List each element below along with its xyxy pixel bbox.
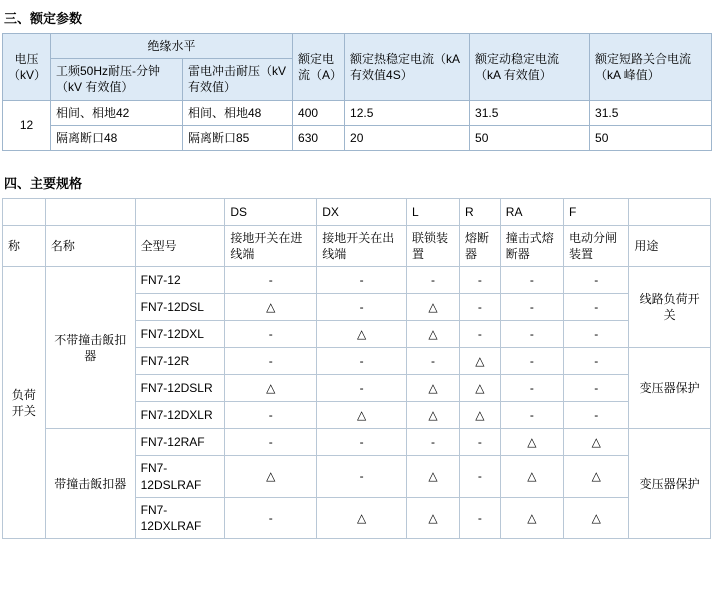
cell-mark-ra: - <box>500 348 563 375</box>
table-row <box>3 429 711 456</box>
cell-subgroup-name-2: 带撞击飯扣器 <box>45 429 135 539</box>
cell-mark-l: △ <box>406 321 459 348</box>
cell-mark-dx: - <box>317 456 407 497</box>
cell-mark-f: - <box>564 294 629 321</box>
header-full-model: 全型号 <box>135 225 225 266</box>
cell-model: FN7-12DSLRAF <box>135 456 225 497</box>
cell-subgroup-name-1: 不带撞击飯扣器 <box>45 267 135 429</box>
cell-model: FN7-12 <box>135 267 225 294</box>
cell-mark-ra: △ <box>500 429 563 456</box>
header-insulation-level: 绝缘水平 <box>51 34 293 59</box>
cell-mark-r: - <box>460 321 501 348</box>
header-interlock: 联锁装置 <box>406 225 459 266</box>
code-blank-2 <box>45 198 135 225</box>
cell-mark-ds: △ <box>225 294 317 321</box>
cell-model: FN7-12DXLRAF <box>135 497 225 538</box>
header-designation: 称 <box>3 225 46 266</box>
cell-mark-l: △ <box>406 402 459 429</box>
cell-mark-f: - <box>564 267 629 294</box>
cell-mark-dx: △ <box>317 321 407 348</box>
header-dynamic-stability-current: 额定动稳定电流（kA 有效值） <box>470 34 590 101</box>
cell-mark-ds: - <box>225 429 317 456</box>
cell-mark-f: - <box>564 375 629 402</box>
cell-mark-r: △ <box>460 402 501 429</box>
header-voltage: 电压（kV） <box>3 34 51 101</box>
cell-model: FN7-12R <box>135 348 225 375</box>
header-earthing-switch-incoming: 接地开关在进线端 <box>225 225 317 266</box>
cell-mark-r: - <box>460 429 501 456</box>
cell-mark-f: △ <box>564 429 629 456</box>
cell-mark-ra: - <box>500 321 563 348</box>
table-row <box>3 125 712 150</box>
cell-mark-l: △ <box>406 456 459 497</box>
cell-making-1: 31.5 <box>590 100 712 125</box>
cell-mark-dx: - <box>317 429 407 456</box>
header-usage: 用途 <box>629 225 711 266</box>
document-page <box>0 8 713 598</box>
cell-mark-ds: - <box>225 497 317 538</box>
table-header-row <box>3 34 712 59</box>
cell-group-label: 负荷开关 <box>3 267 46 539</box>
table-row <box>3 100 712 125</box>
cell-voltage-value: 12 <box>3 100 51 150</box>
cell-thermal-1: 12.5 <box>345 100 470 125</box>
cell-mark-l: △ <box>406 294 459 321</box>
cell-mark-r: △ <box>460 375 501 402</box>
cell-mark-f: - <box>564 321 629 348</box>
cell-mark-r: - <box>460 497 501 538</box>
cell-pf-withstand-2: 隔离断口48 <box>51 125 183 150</box>
cell-mark-ra: △ <box>500 497 563 538</box>
cell-mark-r: - <box>460 267 501 294</box>
cell-thermal-2: 20 <box>345 125 470 150</box>
header-short-circuit-making-current: 额定短路关合电流（kA 峰值） <box>590 34 712 101</box>
cell-model: FN7-12DXL <box>135 321 225 348</box>
cell-dynamic-1: 31.5 <box>470 100 590 125</box>
cell-li-withstand-1: 相间、相地48 <box>183 100 293 125</box>
cell-mark-f: - <box>564 402 629 429</box>
code-ra: RA <box>500 198 563 225</box>
cell-mark-f: △ <box>564 456 629 497</box>
code-l: L <box>406 198 459 225</box>
cell-mark-dx: - <box>317 348 407 375</box>
header-name: 名称 <box>45 225 135 266</box>
rated-parameters-table <box>2 33 712 151</box>
cell-mark-f: △ <box>564 497 629 538</box>
cell-mark-ra: - <box>500 375 563 402</box>
table-row <box>3 267 711 294</box>
cell-li-withstand-2: 隔离断口85 <box>183 125 293 150</box>
header-power-frequency-withstand: 工频50Hz耐压-分钟（kV 有效值） <box>51 59 183 100</box>
header-earthing-switch-outgoing: 接地开关在出线端 <box>317 225 407 266</box>
cell-usage: 变压器保护 <box>629 348 711 429</box>
cell-model: FN7-12DXLR <box>135 402 225 429</box>
cell-mark-r: - <box>460 294 501 321</box>
cell-mark-ds: △ <box>225 456 317 497</box>
code-f: F <box>564 198 629 225</box>
cell-pf-withstand-1: 相间、相地42 <box>51 100 183 125</box>
cell-model: FN7-12DSL <box>135 294 225 321</box>
cell-model: FN7-12RAF <box>135 429 225 456</box>
cell-mark-dx: △ <box>317 402 407 429</box>
section-spacer <box>0 151 713 165</box>
code-blank-3 <box>135 198 225 225</box>
cell-mark-r: - <box>460 456 501 497</box>
cell-mark-ds: △ <box>225 375 317 402</box>
cell-rated-current-1: 400 <box>293 100 345 125</box>
table-code-row <box>3 198 711 225</box>
cell-mark-ds: - <box>225 321 317 348</box>
header-thermal-stability-current: 额定热稳定电流（kA 有效值4S） <box>345 34 470 101</box>
cell-mark-ds: - <box>225 267 317 294</box>
table-header-row <box>3 225 711 266</box>
code-blank-1 <box>3 198 46 225</box>
cell-mark-l: - <box>406 348 459 375</box>
header-rated-current: 额定电流（A） <box>293 34 345 101</box>
cell-mark-l: - <box>406 429 459 456</box>
cell-mark-dx: - <box>317 294 407 321</box>
cell-usage: 变压器保护 <box>629 429 711 539</box>
cell-usage: 线路负荷开关 <box>629 267 711 348</box>
cell-mark-dx: - <box>317 267 407 294</box>
cell-mark-ra: - <box>500 267 563 294</box>
cell-model: FN7-12DSLR <box>135 375 225 402</box>
cell-mark-l: △ <box>406 375 459 402</box>
cell-mark-ra: - <box>500 294 563 321</box>
cell-making-2: 50 <box>590 125 712 150</box>
code-dx: DX <box>317 198 407 225</box>
header-motor-opening-device: 电动分闸装置 <box>564 225 629 266</box>
header-fuse: 熔断器 <box>460 225 501 266</box>
cell-mark-r: △ <box>460 348 501 375</box>
cell-mark-dx: - <box>317 375 407 402</box>
code-r: R <box>460 198 501 225</box>
section-heading-rated-parameters: 三、额定参数 <box>4 11 83 26</box>
code-ds: DS <box>225 198 317 225</box>
cell-dynamic-2: 50 <box>470 125 590 150</box>
cell-mark-dx: △ <box>317 497 407 538</box>
main-specifications-table <box>2 198 711 539</box>
cell-mark-ds: - <box>225 402 317 429</box>
cell-mark-ds: - <box>225 348 317 375</box>
cell-mark-f: - <box>564 348 629 375</box>
cell-mark-ra: △ <box>500 456 563 497</box>
code-blank-4 <box>629 198 711 225</box>
section-heading-main-specifications: 四、主要规格 <box>4 175 83 191</box>
header-lightning-impulse-withstand: 雷电冲击耐压（kV 有效值） <box>183 59 293 100</box>
header-striker-fuse: 撞击式熔断器 <box>500 225 563 266</box>
cell-rated-current-2: 630 <box>293 125 345 150</box>
cell-mark-l: - <box>406 267 459 294</box>
cell-mark-ra: - <box>500 402 563 429</box>
cell-mark-l: △ <box>406 497 459 538</box>
